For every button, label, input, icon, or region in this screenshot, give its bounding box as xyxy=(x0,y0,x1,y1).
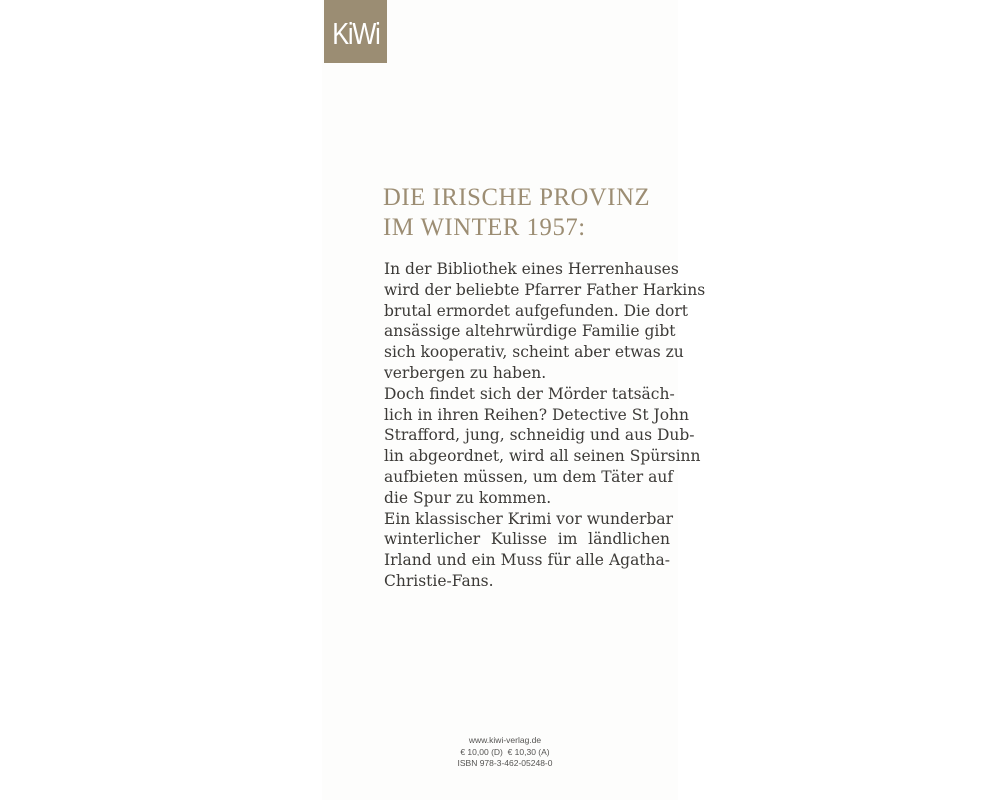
heading-line-1: DIE IRISCHE PROVINZ xyxy=(383,182,651,211)
heading-line-2: IM WINTER 1957: xyxy=(383,212,586,241)
blurb-line: sich kooperativ, scheint aber etwas zu xyxy=(384,343,684,362)
publisher-logo-text: KiWi xyxy=(331,15,380,51)
imprint-block xyxy=(400,735,610,770)
blurb-line: die Spur zu kommen. xyxy=(384,488,552,507)
blurb-line: Strafford, jung, schneidig und aus Dub- xyxy=(384,426,695,445)
cover-heading xyxy=(383,182,683,242)
price-info: € 10,00 (D) € 10,30 (A) xyxy=(460,746,550,757)
blurb-line: Irland und ein Muss für alle Agatha- xyxy=(384,551,670,570)
blurb-line: In der Bibliothek eines Herrenhauses xyxy=(384,260,679,278)
blurb-line: lich in ihren Reihen? Detective St John xyxy=(384,405,689,424)
blurb-text xyxy=(384,259,706,592)
blurb-line: brutal ermordet aufgefunden. Die dort xyxy=(384,301,689,320)
publisher-website: www.kiwi-verlag.de xyxy=(468,735,542,745)
blurb-line: Ein klassischer Krimi vor wunderbar xyxy=(384,509,674,528)
isbn-number: ISBN 978-3-462-05248-0 xyxy=(457,758,553,768)
blurb-line: ansässige altehrwürdige Familie gibt xyxy=(384,322,676,341)
blurb-line: Doch findet sich der Mörder tatsäch- xyxy=(384,384,675,403)
blurb-line: verbergen zu haben. xyxy=(384,363,547,382)
blurb-line: winterlicher Kulisse im ländlichen xyxy=(384,530,670,549)
blurb-line: aufbieten müssen, um dem Täter auf xyxy=(384,467,674,486)
publisher-logo xyxy=(324,0,387,63)
blurb-line: Christie-Fans. xyxy=(384,571,494,590)
blurb-line: lin abgeordnet, wird all seinen Spürsinn xyxy=(384,447,701,466)
blurb-line: wird der beliebte Pfarrer Father Harkins xyxy=(384,280,706,299)
